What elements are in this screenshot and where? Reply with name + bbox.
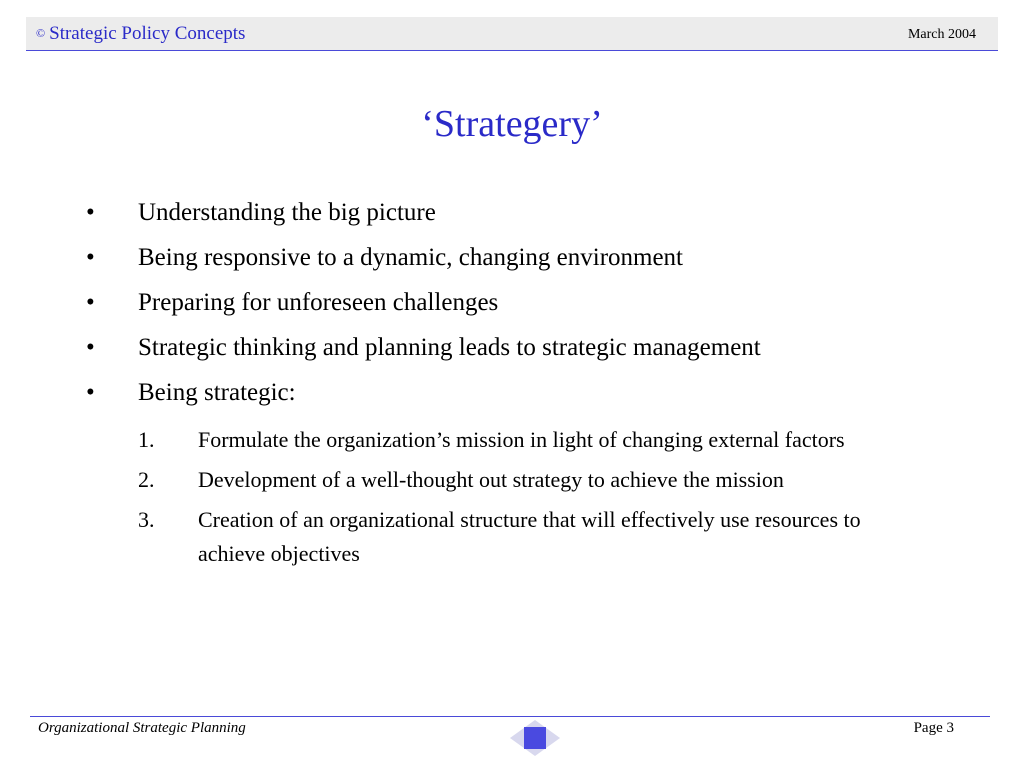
bullet-item xyxy=(86,376,986,410)
bullet-text: Preparing for unforeseen challenges xyxy=(138,289,499,316)
footer-divider xyxy=(30,716,990,717)
slide-title: ‘Strategery’ xyxy=(421,103,603,145)
bullet-marker: • xyxy=(86,379,95,406)
header-date: March 2004 xyxy=(907,27,976,42)
bullet-marker: • xyxy=(86,334,95,361)
sublist-item xyxy=(138,503,918,571)
bullet-list xyxy=(86,196,986,421)
bullet-text: Strategic thinking and planning leads to strategic management xyxy=(138,334,761,361)
footer-title: Organizational Strategic Planning xyxy=(38,720,246,736)
sublist-number: 1. xyxy=(138,427,155,452)
sublist-text: Creation of an organizational structure that will effectively use resources to achieve objectives xyxy=(198,507,861,566)
bullet-item xyxy=(86,196,986,230)
bullet-item xyxy=(86,286,986,320)
bullet-marker: • xyxy=(86,244,95,271)
bullet-item xyxy=(86,331,986,365)
bullet-text: Being responsive to a dynamic, changing environment xyxy=(138,244,684,271)
bullet-marker: • xyxy=(86,199,95,226)
page-number: Page 3 xyxy=(913,720,954,736)
header-bar xyxy=(26,17,998,51)
sublist-text: Development of a well-thought out strategy to achieve the mission xyxy=(198,467,784,492)
sublist-number: 3. xyxy=(138,507,155,532)
bullet-text: Understanding the big picture xyxy=(138,199,436,226)
sublist-number: 2. xyxy=(138,467,155,492)
brand-name: Strategic Policy Concepts xyxy=(49,23,246,44)
brand-block xyxy=(36,23,245,45)
copyright-symbol: © xyxy=(36,26,46,40)
sublist-item xyxy=(138,463,918,497)
sublist-text: Formulate the organization’s mission in light of changing external factors xyxy=(198,427,845,452)
bullet-text: Being strategic: xyxy=(138,379,296,406)
bullet-item xyxy=(86,241,986,275)
sublist-item xyxy=(138,423,918,457)
bullet-marker: • xyxy=(86,289,95,316)
numbered-sublist xyxy=(138,423,918,577)
diamond-navigation-icon[interactable] xyxy=(508,718,562,758)
